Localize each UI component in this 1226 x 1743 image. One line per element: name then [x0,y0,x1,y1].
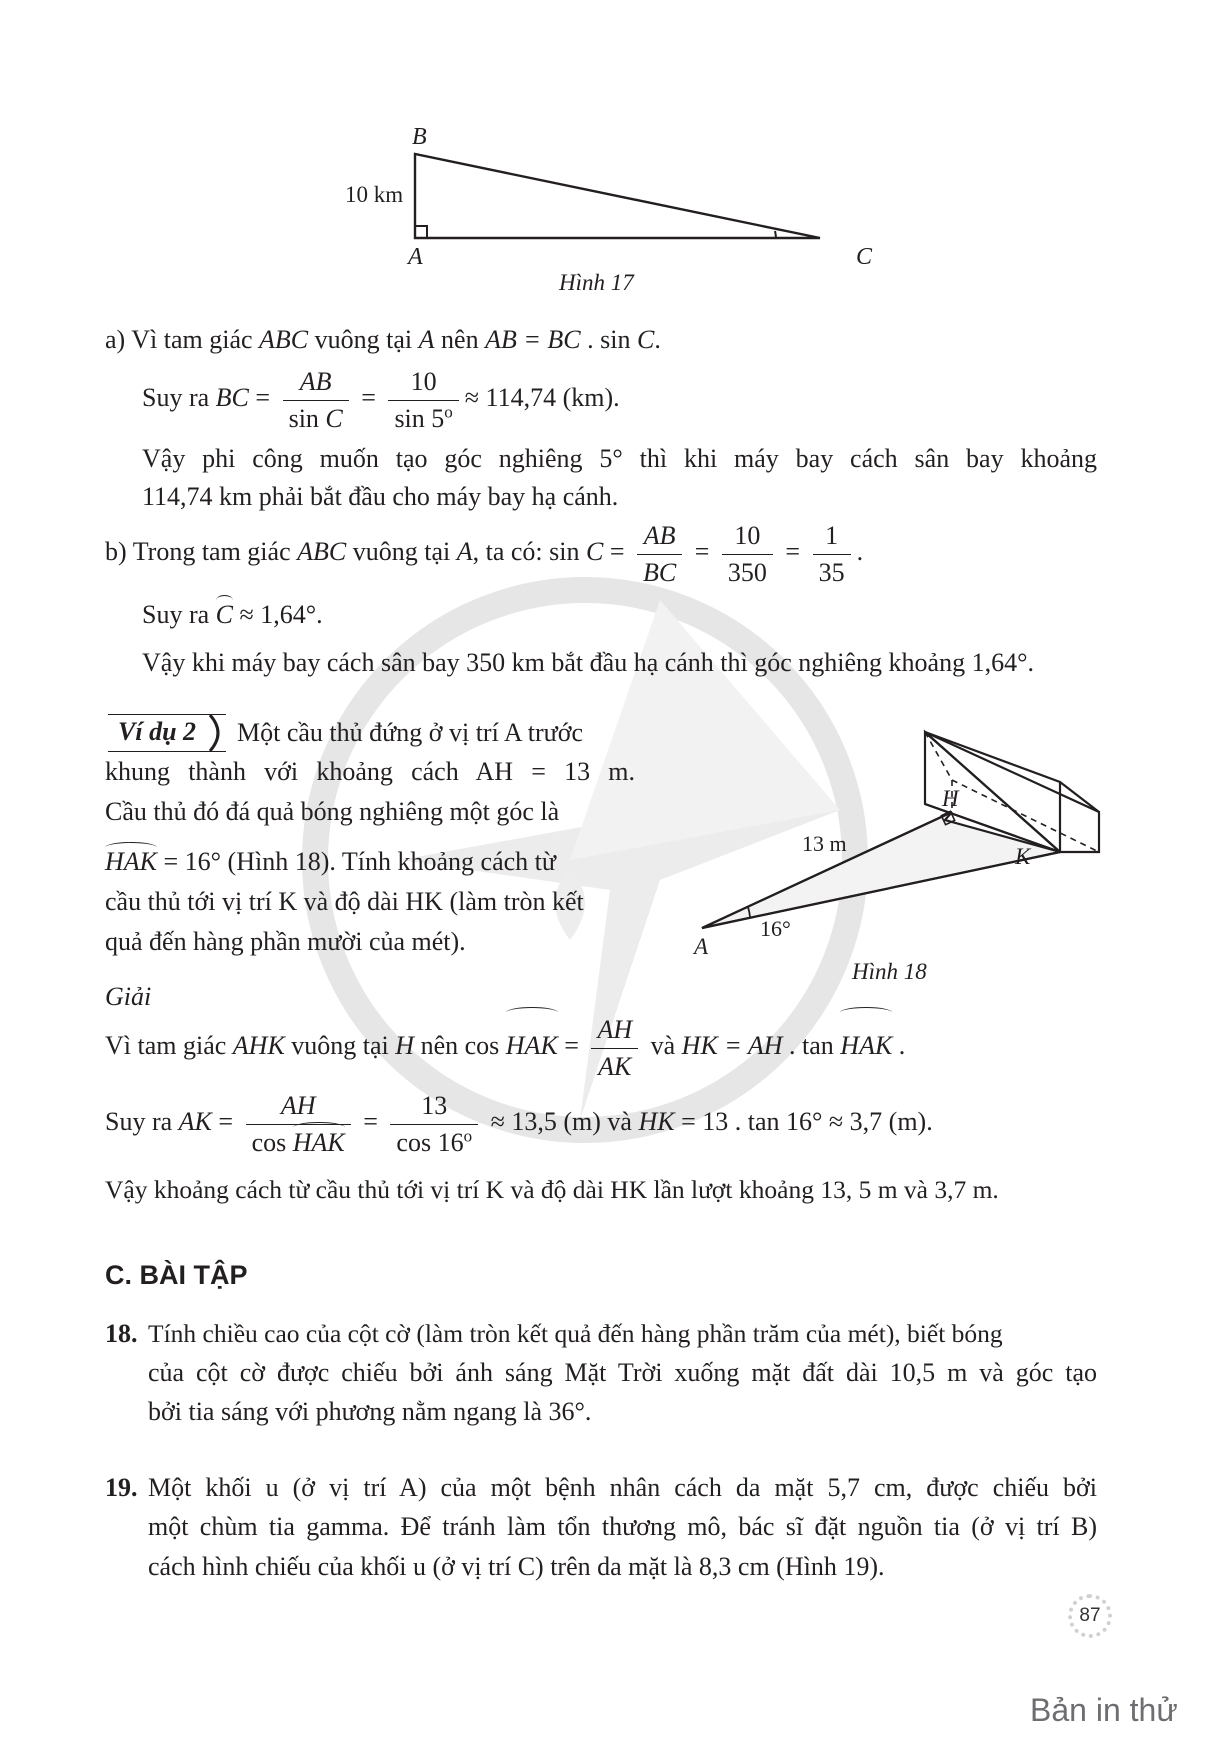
part-b-line-1: b) Trong tam giác ABC vuông tại A, ta có: sin C = $\frac{AB}{BC}$ = $\frac{10}{350}$ = $\frac{1}{35}$ . [105,516,863,591]
exercise-19-number: 19. [105,1473,138,1502]
page-number-badge [1068,1594,1112,1638]
fraction-1-over-35: $\frac{1}{35}$ [813,518,851,591]
fraction-ah-over-ak: $\frac{AH}{AK}$ [591,1012,638,1085]
figure-18-goal [690,720,1110,960]
draft-label: Bản in thử [1030,1692,1178,1728]
fig18-label-a: A [694,934,709,959]
angle-c-arc [775,231,776,238]
solution-heading: Giải [105,982,152,1011]
right-angle-marker [415,226,427,238]
fig18-dist-label: 13 m [802,831,847,856]
example-2-line-1: Một cầu thủ đứng ở vị trí A trước [237,718,583,747]
part-b-line-2: Suy ra C ≈ 1,64°. [142,598,323,632]
example-2-tag: Ví dụ 2 [108,714,226,752]
fraction-ab-over-sinc: $\frac{AB}{\text{sin C}}$ [283,364,349,437]
example-2-line-3: Cầu thủ đó đá quả bóng nghiêng một góc là [105,797,560,826]
fraction-ah-over-cos-hak: $\frac{AH}{\text{cos HAK}}$ [246,1088,351,1161]
exercise-19-line-2: một chùm tia gamma. Để tránh làm tổn thương mô, bác sĩ đặt nguồn tia (ở vị trí B) [148,1512,1097,1541]
page-number: 87 [1079,1605,1101,1626]
exercise-19-line-3: cách hình chiếu của khối u (ở vị trí C) trên da mặt là 8,3 cm (Hình 19). [148,1552,885,1581]
example-2-line-4: HAK = 16° (Hình 18). Tính khoảng cách từ [105,845,556,879]
exercise-18-number: 18. [105,1319,138,1348]
example-2-line-2: khung thành với khoảng cách AH = 13 m. [105,757,635,786]
solution-line-1: Vì tam giác AHK vuông tại H nên cos HAK = $\frac{AH}{AK}$ và HK = AH . tan HAK . [105,1010,905,1085]
fig17-caption: Hình 17 [559,270,634,295]
fig18-label-k: K [1015,844,1031,869]
fig17-side-label: 10 km [345,182,404,207]
triangle-abc [415,154,820,238]
section-c-title: C. BÀI TẬP [105,1260,248,1290]
exercise-19-line-1: Một khối u (ở vị trí A) của một bệnh nhân cách da mặt 5,7 cm, được chiếu bởi [148,1473,1097,1502]
fraction-10-over-350: $\frac{10}{350}$ [722,518,773,591]
part-a-line-1: a) Vì tam giác ABC vuông tại A nên AB = BC . sin C. [105,325,661,354]
exercise-18-line-3: bởi tia sáng với phương nằm ngang là 36°. [148,1397,592,1426]
fig18-label-h: H [942,786,959,811]
solution-line-3: Vậy khoảng cách từ cầu thủ tới vị trí K và độ dài HK lần lượt khoảng 13, 5 m và 3,7 m. [105,1175,999,1204]
part-b-line-3: Vậy khi máy bay cách sân bay 350 km bắt đầu hạ cánh thì góc nghiêng khoảng 1,64°. [142,648,1034,677]
exercise-18-line-1: Tính chiều cao của cột cờ (làm tròn kết quả đến hàng phần trăm của mét), biết bóng [148,1319,1003,1348]
part-a-line-4: 114,74 km phải bắt đầu cho máy bay hạ cánh. [142,482,619,511]
part-a-line-3: Vậy phi công muốn tạo góc nghiêng 5° thì khi máy bay cách sân bay khoảng [142,444,1097,473]
fig17-label-c: C [856,244,873,270]
fig18-angle-label: 16° [760,916,791,941]
fraction-13-over-cos16: $\frac{13}{\cos 16^o}$ [390,1088,478,1161]
part-a-line-2: Suy ra BC = $\frac{AB}{\text{sin C}}$ = $\frac{10}{\sin 5^o}$ ≈ 114,74 (km). [142,362,620,437]
fig17-label-a: A [408,244,423,270]
exercise-18-line-2: của cột cờ được chiếu bởi ánh sáng Mặt Trời xuống mặt đất dài 10,5 m và góc tạo [148,1358,1097,1387]
fig18-caption: Hình 18 [852,959,927,984]
fig17-label-b: B [412,124,427,150]
solution-line-2: Suy ra AK = $\frac{AH}{\text{cos HAK}}$ = $\frac{13}{\cos 16^o}$ ≈ 13,5 (m) và HK = 13 . tan 16° ≈ 3,7 (m). [105,1086,933,1161]
fraction-ab-over-bc: $\frac{AB}{BC}$ [637,518,682,591]
fraction-10-over-sin5: $\frac{10}{\sin 5^o}$ [388,364,458,437]
example-2-line-5: cầu thủ tới vị trí K và độ dài HK (làm tròn kết [105,887,584,916]
example-2-line-6: quả đến hàng phần mười của mét). [105,927,466,956]
